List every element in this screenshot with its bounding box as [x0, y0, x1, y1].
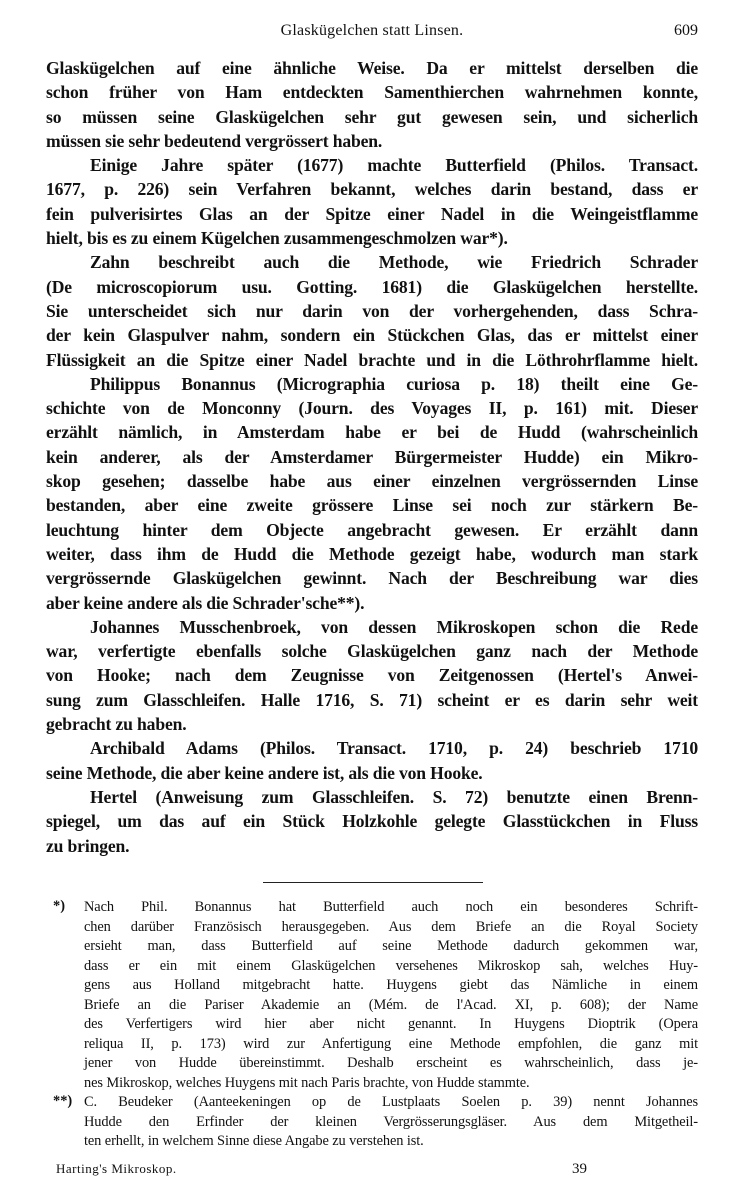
body-line: Archibald Adams (Philos. Transact. 1710, p. 24) beschrieb 1710: [90, 738, 698, 759]
body-line: erzählt nämlich, in Amsterdam habe er bei de Hudd (wahrscheinlich: [46, 422, 698, 443]
body-line: so müssen seine Glaskügelchen sehr gut gewesen sein, und sicherlich: [46, 106, 698, 127]
page-footer: [46, 1161, 698, 1181]
body-line: weiter, dass ihm de Hudd die Methode gezeigt habe, wodurch man stark: [46, 543, 698, 564]
body-line: Zahn beschreibt auch die Methode, wie Friedrich Schrader: [90, 252, 698, 273]
body-line: Hertel (Anweisung zum Glasschleifen. S. 72) benutzte einen Brenn-: [90, 786, 698, 807]
body-line: kein anderer, als der Amsterdamer Bürgermeister Hudde) ein Mikro-: [46, 446, 698, 467]
footnotes: [53, 898, 698, 1152]
signature-number: 39: [572, 1161, 587, 1177]
running-head: [46, 22, 698, 44]
signature-mark: Harting's Mikroskop.: [56, 1161, 177, 1176]
body-line: gebracht zu haben.: [46, 714, 187, 735]
footnote-line: dass er ein mit einem Glaskügelchen versehenes Mikroskop sah, welches Huy-: [84, 957, 698, 974]
footnote-line: ersieht man, dass Butterfield auf seine Methode dadurch gekommen war,: [84, 938, 698, 954]
footnote-line: Hudde den Erfinder der kleinen Vergrösserungsgläser. Aus dem Mitgetheil-: [84, 1113, 698, 1130]
footnote-line: des Verfertigers wird hier aber nicht genannt. In Huygens Dioptrik (Opera: [84, 1016, 698, 1032]
body-line: fein pulverisirtes Glas an der Spitze einer Nadel in die Weingeistflamme: [46, 203, 698, 224]
body-line: sung zum Glasschleifen. Halle 1716, S. 71) scheint er es darin sehr weit: [46, 689, 698, 710]
footnote-line: nes Mikroskop, welches Huygens mit nach Paris brachte, von Hudde stammte.: [84, 1074, 530, 1091]
body-line: hielt, bis es zu einem Kügelchen zusammengeschmolzen war*).: [46, 228, 508, 249]
body-line: Glaskügelchen auf eine ähnliche Weise. Da er mittelst derselben die: [46, 58, 698, 78]
body-line: bestanden, aber eine zweite grössere Linse sei noch zur stärkern Be-: [46, 495, 698, 516]
body-line: Philippus Bonannus (Micrographia curiosa p. 18) theilt eine Ge-: [90, 373, 698, 394]
body-line: der kein Glaspulver nahm, sondern ein Stückchen Glas, das er mittelst einer: [46, 325, 698, 346]
footnote-line: ten erhellt, in welchem Sinne diese Angabe zu verstehen ist.: [84, 1133, 424, 1149]
body-line: müssen sie sehr bedeutend vergrössert haben.: [46, 130, 383, 151]
body-line: skop gesehen; dasselbe habe aus einer einzelnen vergrössernden Linse: [46, 471, 698, 492]
body-line: zu bringen.: [46, 835, 130, 856]
body-line: schon früher von Ham entdeckten Samenthierchen wahrnehmen konnte,: [46, 82, 698, 103]
footnote-line: reliqua II, p. 173) wird zur Anfertigung eine Methode empfohlen, die ganz mit: [84, 1035, 698, 1052]
footnote-line: Briefe an die Pariser Akademie an (Mém. de l'Acad. XI, p. 608); der Name: [84, 996, 698, 1013]
body-line: seine Methode, die aber keine andere ist, als die von Hooke.: [46, 762, 483, 783]
footnote-separator: [263, 882, 483, 883]
body-line: Johannes Musschenbroek, von dessen Mikroskopen schon die Rede: [90, 616, 698, 637]
body-line: schichte von de Monconny (Journ. des Voyages II, p. 161) mit. Dieser: [46, 398, 698, 419]
running-title: Glaskügelchen statt Linsen.: [280, 22, 464, 39]
body-line: von Hooke; nach dem Zeugnisse von Zeitgenossen (Hertel's Anwei-: [46, 665, 698, 686]
footnote-line: gens aus Holland mitgebracht hatte. Huygens giebt das Nämliche in einem: [84, 977, 698, 993]
body-line: 1677, p. 226) sein Verfahren bekannt, welches darin bestand, dass er: [46, 179, 698, 200]
body-line: Einige Jahre später (1677) machte Butterfield (Philos. Transact.: [90, 155, 698, 176]
footnote-marker: *): [53, 898, 65, 914]
body-line: war, verfertigte ebenfalls solche Glaskügelchen ganz nach der Methode: [46, 641, 698, 662]
footnote-line: Nach Phil. Bonannus hat Butterfield auch noch ein besonderes Schrift-: [84, 899, 698, 915]
footnote-line: chen darüber Französisch herausgegeben. Aus dem Briefe an die Royal Society: [84, 918, 698, 935]
body-line: (De microscopiorum usu. Gotting. 1681) die Glaskügelchen herstellte.: [46, 276, 698, 297]
page-number: 609: [674, 22, 698, 39]
body-line: aber keine andere als die Schrader'sche**).: [46, 592, 365, 613]
body-line: Sie unterscheidet sich nur darin von der vorhergehenden, dass Schra-: [46, 300, 698, 321]
footnote-marker: **): [53, 1093, 73, 1109]
body-line: spiegel, um das auf ein Stück Holzkohle gelegte Glasstückchen in Fluss: [46, 811, 698, 832]
body-line: leuchtung hinter dem Objecte angebracht gewesen. Er erzählt dann: [46, 519, 698, 540]
body-line: Flüssigkeit an die Spitze einer Nadel brachte und in die Löthrohrflamme hielt.: [46, 349, 698, 370]
body-text: [46, 56, 698, 858]
body-line: vergrössernde Glaskügelchen gewinnt. Nach der Beschreibung war dies: [46, 568, 698, 589]
footnote-line: jener von Hudde übereinstimmt. Deshalb erscheint es wahrscheinlich, dass je-: [84, 1055, 698, 1071]
footnote-line: C. Beudeker (Aanteekeningen op de Lustplaats Soelen p. 39) nennt Johannes: [84, 1094, 698, 1110]
